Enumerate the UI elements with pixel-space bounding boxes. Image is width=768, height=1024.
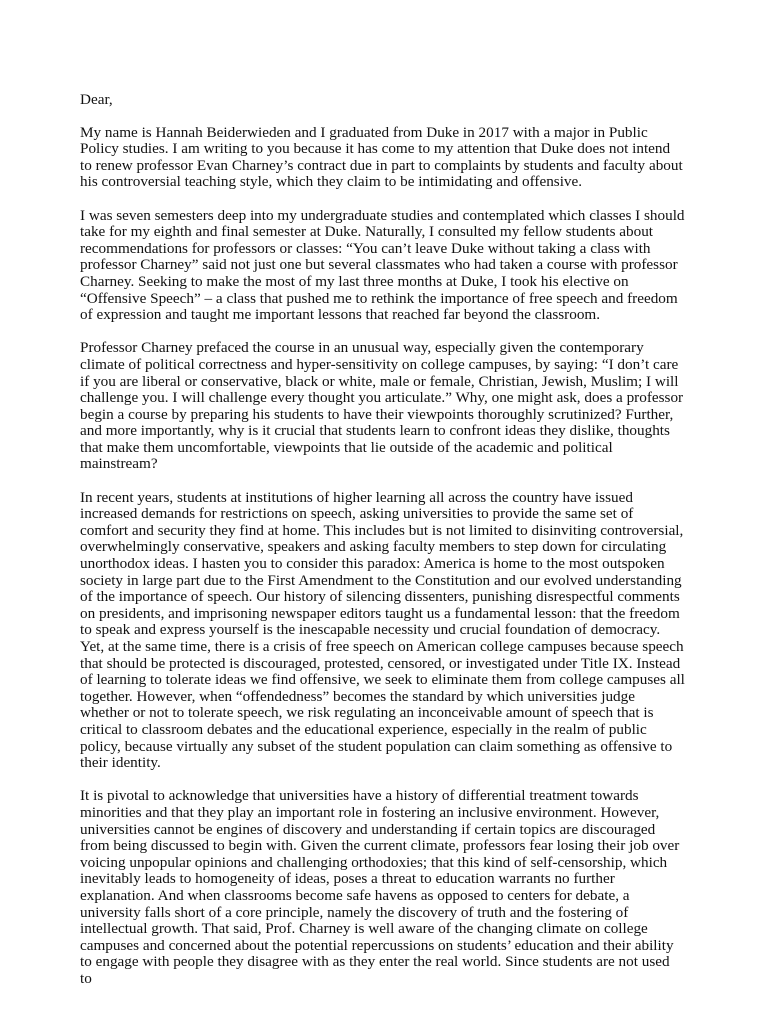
letter-paragraph-1: My name is Hannah Beiderwieden and I graduated from Duke in 2017 with a major in Public Policy studies. I am writing to you because it has come to my attention that Duke does not intend to renew professor Evan Charney’s contract due in part to complaints by students and faculty about his controversial teaching style, which they claim to be intimidating and offensive. (80, 123, 683, 191)
letter-paragraph-5: It is pivotal to acknowledge that universities have a history of differential treatment towards minorities and that they play an important role in fostering an inclusive environment. However, universities cannot be engines of discovery and understanding if certain topics are discouraged from being discussed to begin with. Given the current climate, professors fear losing their job over voicing unpopular opinions and challenging orthodoxies; that this kind of self-censorship, which inevitably leads to homogeneity of ideas, poses a threat to education warrants no further explanation. And when classrooms become safe havens as opposed to centers for debate, a university falls short of a core principle, namely the discovery of truth and the fostering of intellectual growth. That said, Prof. Charney is well aware of the changing climate on college campuses and concerned about the potential repercussions on students’ education and their ability to engage with people they disagree with as they enter the real world. Since students are not used to (80, 787, 680, 987)
letter-greeting: Dear, (80, 91, 113, 108)
letter-paragraph-3: Professor Charney prefaced the course in an unusual way, especially given the contemporary climate of political correctness and hyper-sensitivity on college campuses, by saying: “I don’t care if you are liberal or conservative, black or white, male or female, Christian, Jewish, Muslim; I will challenge you. I will challenge every thought you articulate.” Why, one might ask, does a professor begin a course by preparing his students to have their viewpoints thoroughly scrutinized? Further, and more importantly, why is it crucial that students learn to confront ideas they dislike, thoughts that make them uncomfortable, viewpoints that lie outside of the academic and political mainstream? (80, 339, 684, 473)
letter-paragraph-2: I was seven semesters deep into my undergraduate studies and contemplated which classes I should take for my eighth and final semester at Duke. Naturally, I consulted my fellow students about recommendations for professors or classes: “You can’t leave Duke without taking a class with professor Charney” said not just one but several classmates who had taken a course with professor Charney. Seeking to make the most of my last three months at Duke, I took his elective on “Offensive Speech” – a class that pushed me to rethink the importance of free speech and freedom of expression and taught me important lessons that reached far beyond the classroom. (80, 206, 685, 324)
letter-page (80, 92, 685, 1004)
letter-paragraph-4: In recent years, students at institutions of higher learning all across the country have issued increased demands for restrictions on speech, asking universities to provide the same set of comfort and security they find at home. This includes but is not limited to disinviting controversial, overwhelmingly conservative, speakers and asking faculty members to step down for circulating unorthodox ideas. I hasten you to consider this paradox: America is home to the most outspoken society in large part due to the First Amendment to the Constitution and our evolved understanding of the importance of speech. Our history of silencing dissenters, punishing disrespectful comments on presidents, and imprisoning newspaper editors taught us a fundamental lesson: that the freedom to speak and express yourself is the inescapable necessity und crucial foundation of democracy. Yet, at the same time, there is a crisis of free speech on American college campuses because speech that should be protected is discouraged, protested, censored, or investigated under Title IX. Instead of learning to tolerate ideas we find offensive, we seek to eliminate them from college campuses all together. However, when “offendedness” becomes the standard by which universities judge whether or not to tolerate speech, we risk regulating an inconceivable amount of speech that is critical to classroom debates and the educational experience, especially in the realm of public policy, because virtually any subset of the student population can claim something as offensive to their identity. (80, 488, 685, 772)
